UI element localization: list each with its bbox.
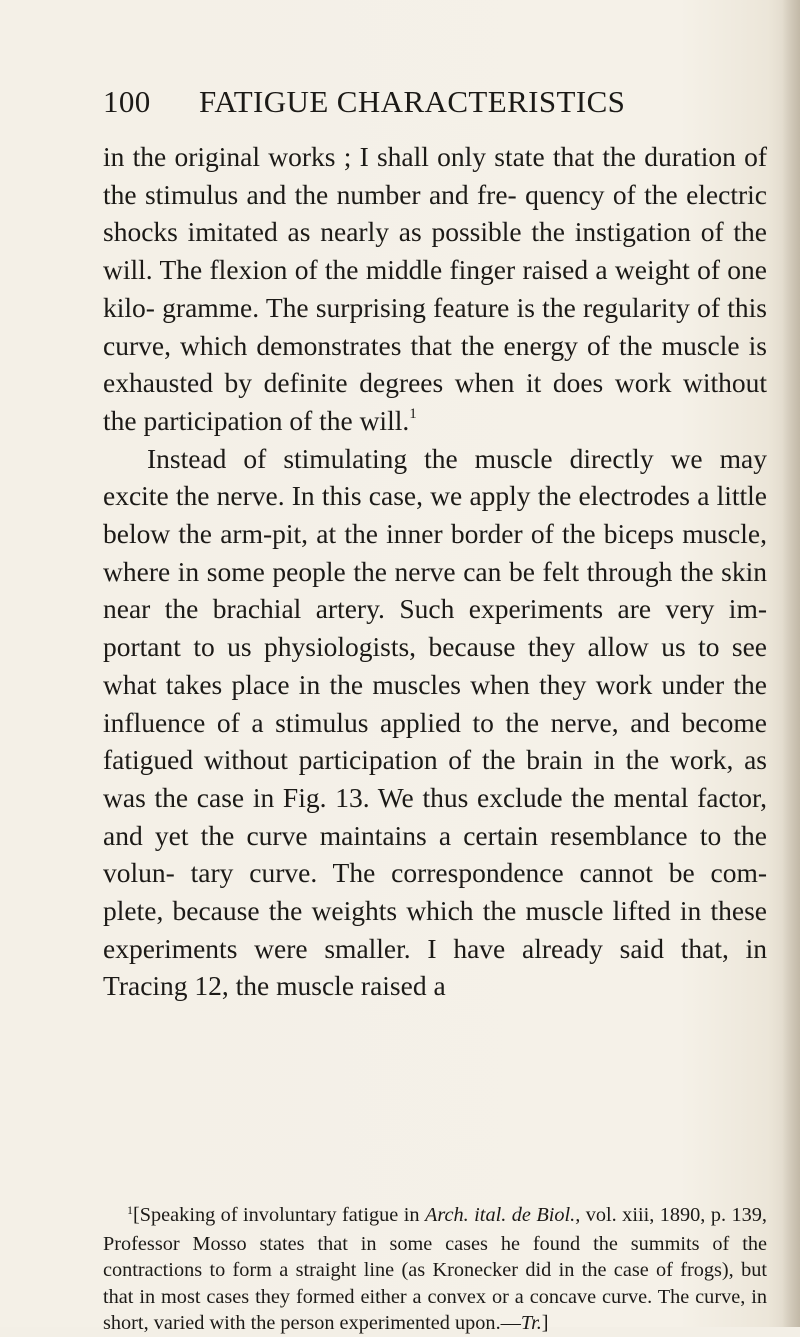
page-header (103, 84, 723, 128)
running-title: FATIGUE CHARACTERISTICS (199, 84, 626, 119)
translator-abbrev: Tr. (520, 1312, 542, 1334)
footnote-closing: ] (541, 1312, 549, 1334)
paragraph (103, 440, 767, 1006)
footnote-text (103, 1202, 767, 1337)
paragraph (103, 138, 767, 440)
footnote-text-body: vol. xiii, 1890, p. 139, Professor Mosso states that in some cases he found the summits of the contractions to form a straight line (as Kronecker did in the case of frogs), but that in most cases they formed either a convex or a concave curve. The curve, in short, varied with the person experimented upon.— (103, 1204, 767, 1334)
paragraph-text: Instead of stimulating the muscle directly we may excite the nerve. In this case, we apply the electrodes a little below the arm-pit, at the inner border of the biceps muscle, where in some people the nerve can be felt through the skin near the brachial artery. Such experiments are very im- portant to us physiologists, because they allow us to see what takes place in the muscles when they work under the influence of a stimulus applied to the nerve, and become fatigued without participation of the brain in the work, as was the case in Fig. 13. We thus exclude the mental factor, and yet the curve maintains a certain resemblance to the volun- tary curve. The correspondence cannot be com- plete, because the weights which the muscle lifted in these experiments were smaller. I have already said that, in Tracing 12, the muscle raised a (103, 442, 767, 1002)
footnote-reference: 1 (409, 405, 417, 422)
body-text (103, 138, 767, 1005)
journal-title: Arch. ital. de Biol., (424, 1204, 581, 1226)
footnote-marker: 1 (127, 1203, 133, 1217)
page-number: 100 (103, 84, 151, 119)
page-edge-shadow (782, 0, 800, 1327)
footnote-text-start: [Speaking of involuntary fatigue in (133, 1204, 420, 1226)
footnote (103, 1202, 767, 1337)
paragraph-text: in the original works ; I shall only state that the duration of the stimulus and the number and fre- quency of the electric shocks imitated as nearly as possible the instigation of the will. The flexion of the middle finger raised a weight of one kilo- gramme. The surprising feature is the regularity of this curve, which demonstrates that the energy of the muscle is exhausted by definite degrees when it does work without the participation of the will. (103, 141, 767, 436)
